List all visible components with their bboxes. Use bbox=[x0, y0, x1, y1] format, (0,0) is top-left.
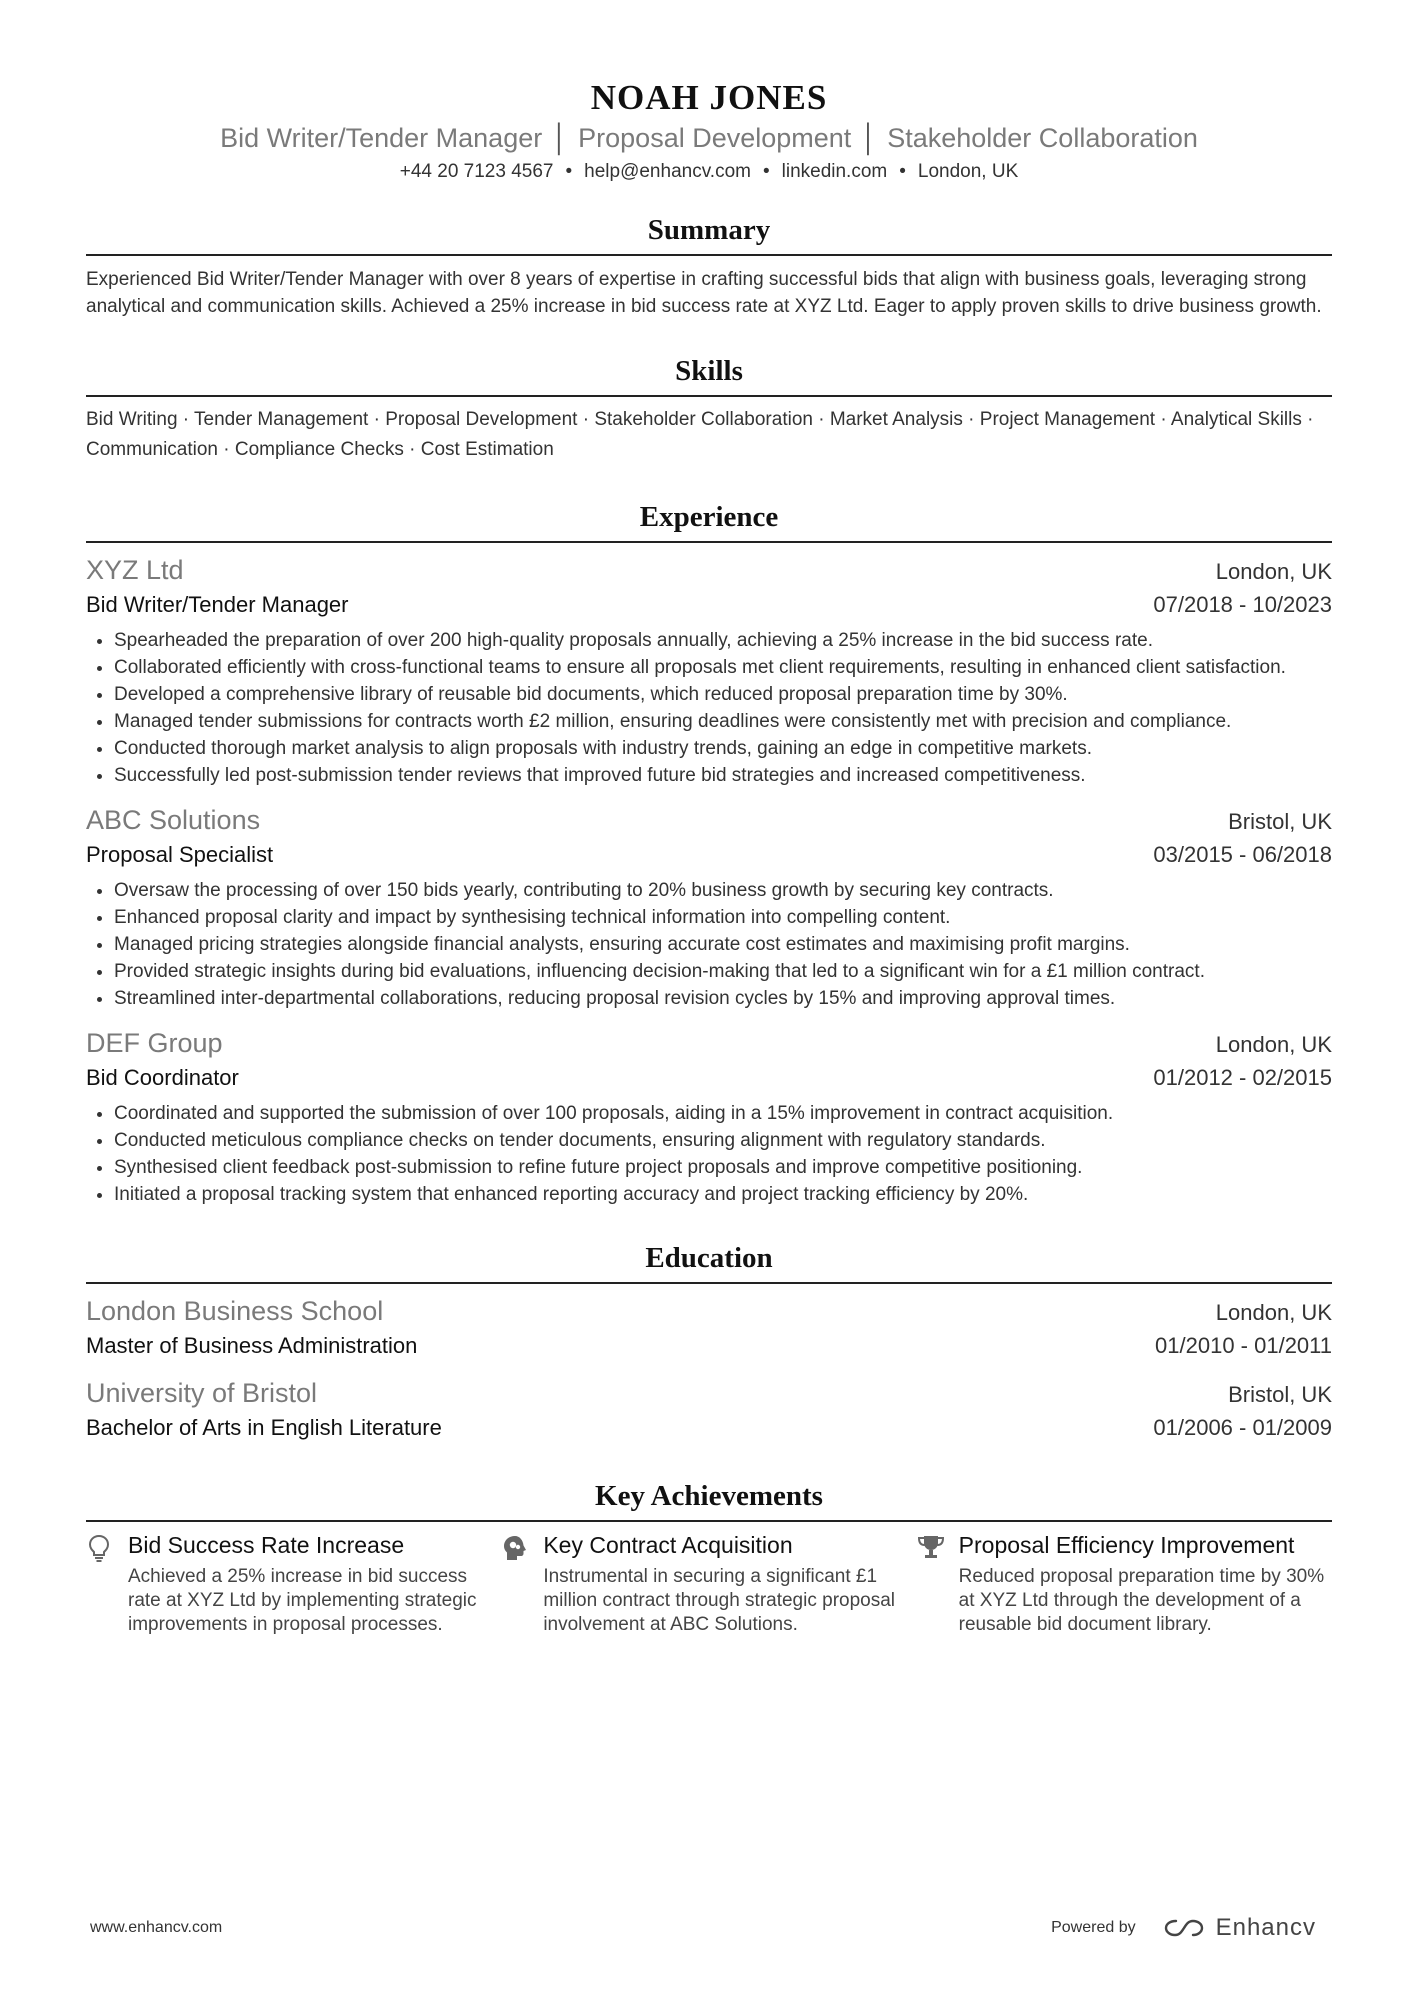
job-title: Proposal Specialist bbox=[86, 842, 274, 867]
skills-title: Skills bbox=[86, 351, 1332, 397]
list-item: • Provided strategic insights during bid evaluations, influencing decision-making that led to a significant win for a £1 million contract. bbox=[114, 958, 1332, 985]
page-footer bbox=[90, 1914, 1316, 1942]
lightbulb-icon bbox=[86, 1532, 128, 1637]
education-entry bbox=[86, 1294, 1332, 1362]
list-item: • Synthesised client feedback post-submission to refine future project proposals and improve competitive positioning. bbox=[114, 1154, 1332, 1181]
education-title: Education bbox=[86, 1238, 1332, 1284]
achievement-title: Bid Success Rate Increase bbox=[128, 1532, 405, 1558]
summary-text: Experienced Bid Writer/Tender Manager with over 8 years of expertise in crafting successful bids that align with business goals, leveraging strong analytical and communication skills. Achieved a 25% increase in bid success rate at XYZ Ltd. Eager to apply proven skills to drive business growth. bbox=[86, 269, 1322, 317]
brain-head-icon bbox=[501, 1532, 543, 1637]
summary-title: Summary bbox=[86, 210, 1332, 256]
contact-separator: • bbox=[899, 161, 906, 182]
headline-part: Stakeholder Collaboration bbox=[887, 123, 1198, 153]
achievements-title: Key Achievements bbox=[86, 1476, 1332, 1522]
headline-part: Proposal Development bbox=[578, 123, 852, 153]
linkedin-link[interactable]: linkedin.com bbox=[781, 161, 888, 182]
achievements-row bbox=[86, 1532, 1332, 1637]
achievement-title: Key Contract Acquisition bbox=[543, 1532, 793, 1558]
resume-page bbox=[86, 0, 1332, 1637]
skills-list: Bid Writing · Tender Management · Proposal Development · Stakeholder Collaboration · Market Analysis · Project Management · Analytical Skills · Communication · Compliance Checks · Cost Estimation bbox=[86, 409, 1314, 460]
email-link[interactable]: help@enhancv.com bbox=[584, 161, 751, 182]
job-location: London, UK bbox=[1215, 1032, 1332, 1057]
school-name: University of Bristol bbox=[86, 1378, 318, 1408]
job-title: Bid Writer/Tender Manager bbox=[86, 592, 349, 617]
headline-separator: │ bbox=[860, 123, 878, 153]
summary-section bbox=[86, 210, 1332, 320]
job-dates: 01/2012 - 02/2015 bbox=[1153, 1065, 1332, 1090]
job-location: Bristol, UK bbox=[1228, 809, 1332, 834]
degree: Master of Business Administration bbox=[86, 1333, 418, 1358]
education-dates: 01/2006 - 01/2009 bbox=[1153, 1415, 1332, 1440]
brand-name[interactable]: Enhancv bbox=[1215, 1914, 1316, 1941]
trophy-icon bbox=[917, 1532, 959, 1637]
experience-entry bbox=[86, 803, 1332, 1012]
contact-separator: • bbox=[565, 161, 573, 182]
list-item: • Streamlined inter-departmental collaborations, reducing proposal revision cycles by 15% and improving approval times. bbox=[114, 985, 1332, 1012]
education-dates: 01/2010 - 01/2011 bbox=[1155, 1333, 1332, 1358]
list-item: • Initiated a proposal tracking system that enhanced reporting accuracy and project tracking efficiency by 20%. bbox=[114, 1181, 1332, 1208]
company-name: DEF Group bbox=[86, 1028, 223, 1058]
headline-separator: │ bbox=[551, 123, 569, 153]
list-item: • Oversaw the processing of over 150 bids yearly, contributing to 20% business growth by securing key contracts. bbox=[114, 877, 1332, 904]
education-entry bbox=[86, 1376, 1332, 1444]
school-location: London, UK bbox=[1215, 1300, 1332, 1325]
achievement-item bbox=[86, 1532, 501, 1637]
company-name: ABC Solutions bbox=[86, 805, 261, 835]
contact-separator: • bbox=[762, 161, 770, 182]
achievements-section bbox=[86, 1476, 1332, 1637]
achievement-description: Achieved a 25% increase in bid success rate at XYZ Ltd by implementing strategic improvements in proposal processes. bbox=[128, 1566, 477, 1635]
achievement-description: Reduced proposal preparation time by 30% at XYZ Ltd through the development of a reusable bid document library. bbox=[958, 1566, 1325, 1635]
achievement-item bbox=[917, 1532, 1332, 1637]
job-bullets bbox=[86, 1100, 1332, 1208]
list-item: • Developed a comprehensive library of reusable bid documents, which reduced proposal preparation time by 30%. bbox=[114, 681, 1332, 708]
phone[interactable]: +44 20 7123 4567 bbox=[399, 161, 554, 182]
list-item: • Conducted meticulous compliance checks on tender documents, ensuring alignment with regulatory standards. bbox=[114, 1127, 1332, 1154]
footer-url-link[interactable]: www.enhancv.com bbox=[90, 1919, 223, 1936]
education-section bbox=[86, 1238, 1332, 1444]
experience-entry bbox=[86, 553, 1332, 789]
candidate-name: NOAH JONES bbox=[590, 78, 828, 117]
powered-by-label: Powered by bbox=[1051, 1919, 1136, 1936]
list-item: • Managed pricing strategies alongside financial analysts, ensuring accurate cost estimates and maximising profit margins. bbox=[114, 931, 1332, 958]
location: London, UK bbox=[917, 161, 1019, 182]
headline-part: Bid Writer/Tender Manager bbox=[220, 123, 543, 153]
job-location: London, UK bbox=[1215, 559, 1332, 584]
achievement-title: Proposal Efficiency Improvement bbox=[958, 1532, 1295, 1558]
headline bbox=[86, 120, 1332, 156]
achievement-description: Instrumental in securing a significant £1 million contract through strategic proposal involvement at ABC Solutions. bbox=[543, 1566, 896, 1635]
school-name: London Business School bbox=[86, 1296, 384, 1326]
job-bullets bbox=[86, 627, 1332, 789]
experience-entry bbox=[86, 1026, 1332, 1208]
contact-line bbox=[86, 158, 1332, 186]
list-item: • Successfully led post-submission tender reviews that improved future bid strategies and increased competitiveness. bbox=[114, 762, 1332, 789]
job-dates: 03/2015 - 06/2018 bbox=[1153, 842, 1332, 867]
list-item: • Spearheaded the preparation of over 200 high-quality proposals annually, achieving a 25% increase in the bid success rate. bbox=[114, 627, 1332, 654]
list-item: • Collaborated efficiently with cross-functional teams to ensure all proposals met client requirements, resulting in enhanced client satisfaction. bbox=[114, 654, 1332, 681]
list-item: • Conducted thorough market analysis to align proposals with industry trends, gaining an edge in competitive markets. bbox=[114, 735, 1332, 762]
list-item: • Managed tender submissions for contracts worth £2 million, ensuring deadlines were consistently met with precision and compliance. bbox=[114, 708, 1332, 735]
list-item: • Coordinated and supported the submission of over 100 proposals, aiding in a 15% improvement in contract acquisition. bbox=[114, 1100, 1332, 1127]
job-dates: 07/2018 - 10/2023 bbox=[1153, 592, 1332, 617]
company-name: XYZ Ltd bbox=[86, 555, 184, 585]
degree: Bachelor of Arts in English Literature bbox=[86, 1415, 442, 1440]
experience-section bbox=[86, 497, 1332, 1208]
list-item: • Enhanced proposal clarity and impact by synthesising technical information into compelling content. bbox=[114, 904, 1332, 931]
experience-title: Experience bbox=[86, 497, 1332, 543]
enhancv-logo-icon bbox=[1162, 1917, 1206, 1939]
school-location: Bristol, UK bbox=[1228, 1382, 1332, 1407]
powered-by bbox=[1051, 1914, 1316, 1942]
job-bullets bbox=[86, 877, 1332, 1012]
job-title: Bid Coordinator bbox=[86, 1065, 239, 1090]
skills-section bbox=[86, 351, 1332, 465]
achievement-item bbox=[501, 1532, 916, 1637]
resume-header bbox=[86, 0, 1332, 186]
